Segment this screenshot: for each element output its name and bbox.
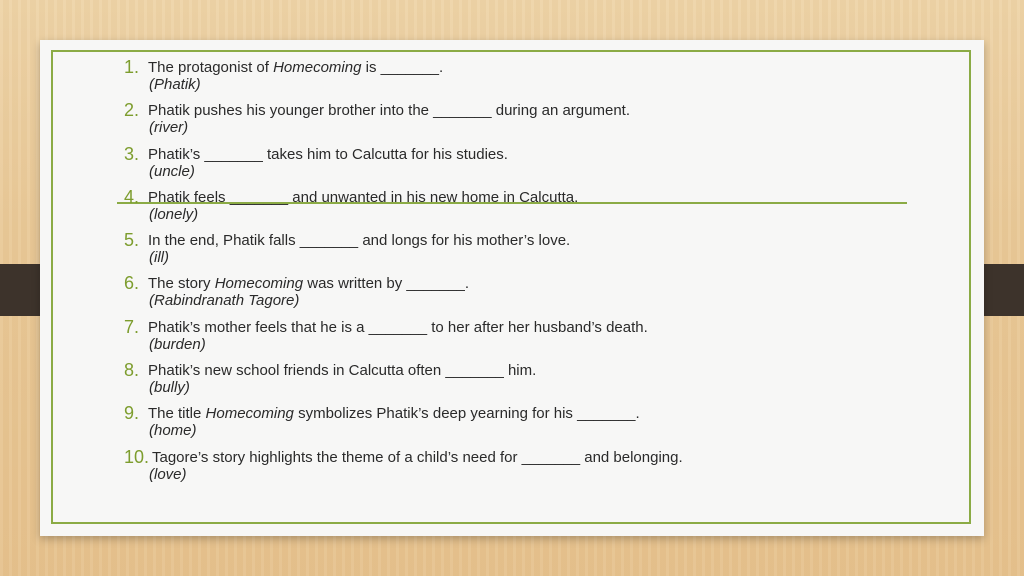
answer-text: (ill) xyxy=(149,249,169,267)
answer-text: (home) xyxy=(149,422,197,440)
answer-text: (uncle) xyxy=(149,162,195,180)
item-number: 2. xyxy=(124,100,140,121)
question-text: In the end, Phatik falls _______ and longs for his mother’s love. xyxy=(148,232,571,250)
item-number: 8. xyxy=(124,360,140,381)
answer-text: (lonely) xyxy=(149,205,199,223)
answer-text: (Rabindranath Tagore) xyxy=(149,292,300,310)
answer-text: (burden) xyxy=(149,335,206,353)
question-text: Phatik’s _______ takes him to Calcutta for his studies. xyxy=(148,145,508,163)
question-text: Phatik’s new school friends in Calcutta often _______ him. xyxy=(148,362,537,380)
question-text: Phatik feels _______ and unwanted in his new home in Calcutta. xyxy=(148,188,579,206)
question-text: The title Homecoming symbolizes Phatik’s deep yearning for his _______. xyxy=(148,405,640,423)
answer-text: (Phatik) xyxy=(149,76,201,93)
item-number: 1. xyxy=(124,57,140,77)
item-number: 5. xyxy=(124,230,140,251)
item-number: 3. xyxy=(124,143,140,164)
answer-text: (river) xyxy=(149,119,189,137)
question-text: The protagonist of Homecoming is _______. xyxy=(148,59,444,76)
item-number: 6. xyxy=(124,273,140,294)
item-number: 10. xyxy=(124,446,150,467)
item-number: 4. xyxy=(124,186,140,207)
item-number: 7. xyxy=(124,316,140,337)
question-text: The story Homecoming was written by _______. xyxy=(148,275,469,293)
question-text: Phatik pushes his younger brother into the _______ during an argument. xyxy=(148,102,630,120)
question-text: Phatik’s mother feels that he is a _______ to her after her husband’s death. xyxy=(148,318,648,336)
answer-text: (bully) xyxy=(149,379,190,397)
story-title: Homecoming xyxy=(273,59,362,76)
item-number: 9. xyxy=(124,403,140,424)
question-text: Tagore’s story highlights the theme of a child’s need for _______ and belonging. xyxy=(152,448,683,466)
slide-card xyxy=(40,40,984,536)
answer-text: (love) xyxy=(149,465,187,483)
story-title: Homecoming xyxy=(214,275,304,293)
story-title: Homecoming xyxy=(205,405,294,423)
